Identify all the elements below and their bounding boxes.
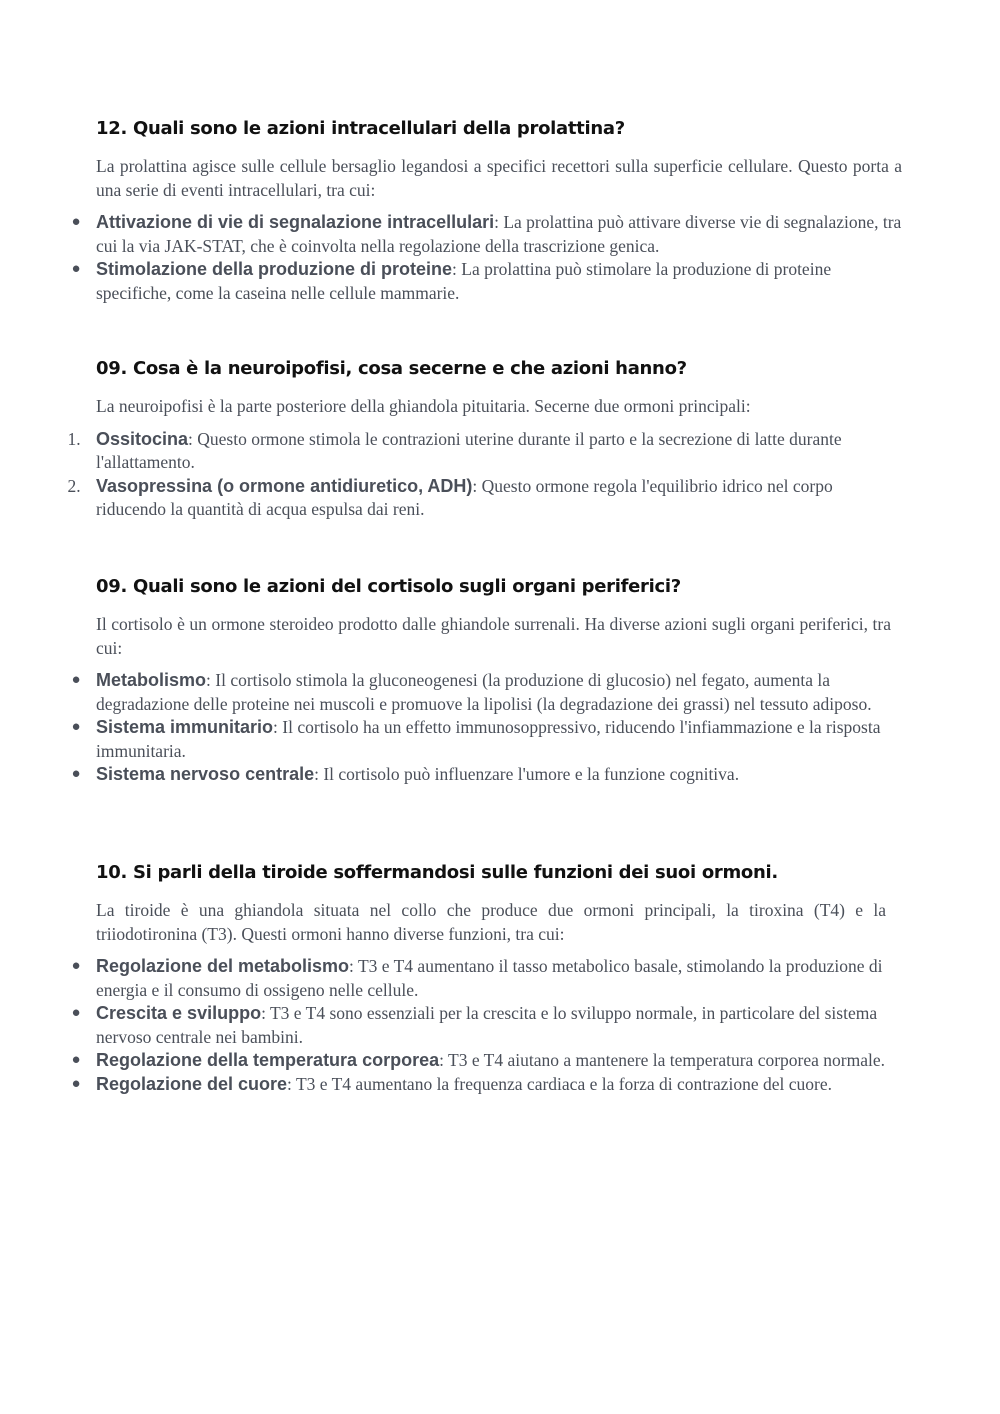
item-text: : T3 e T4 aumentano il tasso metabolico basale, stimolando la produzione di energia e il consumo di ossigeno nelle cellule. [96,956,883,1000]
item-term: Metabolismo [96,670,207,690]
section-cortisolo [71,575,891,787]
intro-paragraph: Il cortisolo è un ormone steroideo prodotto dalle ghiandole surrenali. Ha diverse azioni sugli organi periferici, tra cui: [96,614,891,658]
intro-paragraph: La prolattina agisce sulle cellule bersaglio legandosi a specifici recettori sulla superficie cellulare. Questo porta a una serie di eventi intracellulari, tra cui: [96,156,902,200]
item-text: : La prolattina può stimolare la produzione di proteine specifiche, come la caseina nelle cellule mammarie. [96,259,832,303]
bullet-list [71,955,886,1096]
item-number: 1. [67,428,81,449]
item-term: Crescita e sviluppo [96,1003,262,1023]
list-item [71,1002,886,1049]
section-prolattina [71,117,902,305]
item-term: Attivazione di vie di segnalazione intracellulari [96,212,495,232]
bullet-icon: ● [71,1052,81,1068]
question-title: 09. Cosa è la neuroipofisi, cosa secerne e che azioni hanno? [96,358,687,379]
list-item [71,258,902,305]
item-text: : Il cortisolo ha un effetto immunosoppressivo, riducendo l'infiammazione e la risposta immunitaria. [96,717,881,761]
list-item [71,716,891,763]
list-item [71,1073,886,1097]
item-term: Stimolazione della produzione di proteine [96,259,453,279]
item-text: : Il cortisolo stimola la gluconeogenesi (la produzione di glucosio) nel fegato, aumenta la degradazione delle proteine nei muscoli e promuove la lipolisi (la degradazione dei grassi) nel tessuto adiposo. [96,670,872,714]
numbered-list [67,428,876,522]
list-item [67,428,876,475]
bullet-icon: ● [71,719,81,735]
item-text: : T3 e T4 sono essenziali per la crescita e lo sviluppo normale, in particolare del sistema nervoso centrale nei bambini. [96,1003,878,1047]
item-term: Regolazione del metabolismo [96,956,350,976]
bullet-icon: ● [71,214,81,230]
bullet-icon: ● [71,766,81,782]
section-tiroide [71,861,886,1096]
item-text: : T3 e T4 aumentano la frequenza cardiaca e la forza di contrazione del cuore. [287,1073,833,1094]
item-term: Sistema immunitario [96,717,274,737]
intro-paragraph: La tiroide è una ghiandola situata nel collo che produce due ormoni principali, la tiroxina (T4) e la triiodotironina (T3). Questi ormoni hanno diverse funzioni, tra cui: [96,900,886,944]
question-title: 12. Quali sono le azioni intracellulari della prolattina? [96,118,625,139]
list-item [67,475,876,522]
item-text: : T3 e T4 aiutano a mantenere la temperatura corporea normale. [439,1050,885,1070]
bullet-list [71,669,891,787]
list-item [71,763,891,787]
bullet-icon: ● [71,261,81,277]
bullet-icon: ● [71,958,81,974]
item-text: : Il cortisolo può influenzare l'umore e la funzione cognitiva. [314,764,740,784]
item-text: : La prolattina può attivare diverse vie di segnalazione, tra cui la via JAK-STAT, che è coinvolta nella regolazione della trascrizione genica. [96,212,902,256]
item-number: 2. [67,475,81,496]
intro-paragraph: La neuroipofisi è la parte posteriore della ghiandola pituitaria. Secerne due ormoni principali: [96,396,751,416]
list-item [71,955,886,1002]
list-item [71,211,902,258]
item-term: Regolazione della temperatura corporea [96,1050,440,1070]
section-neuroipofisi [67,357,876,522]
item-term: Regolazione del cuore [96,1073,288,1094]
bullet-list [71,211,902,305]
item-term: Ossitocina [96,428,189,449]
bullet-icon: ● [71,1005,81,1021]
item-text: : Questo ormone stimola le contrazioni uterine durante il parto e la secrezione di latte durante l'allattamento. [96,428,842,472]
bullet-icon: ● [71,672,81,688]
question-title: 09. Quali sono le azioni del cortisolo sugli organi periferici? [96,576,681,597]
list-item [71,1049,886,1073]
item-text: : Questo ormone regola l'equilibrio idrico nel corpo riducendo la quantità di acqua espulsa dai reni. [96,475,833,519]
item-term: Sistema nervoso centrale [96,764,315,784]
bullet-icon: ● [71,1075,81,1092]
list-item [71,669,891,716]
item-term: Vasopressina (o ormone antidiuretico, ADH) [96,475,473,496]
question-title: 10. Si parli della tiroide soffermandosi sulle funzioni dei suoi ormoni. [96,862,778,883]
